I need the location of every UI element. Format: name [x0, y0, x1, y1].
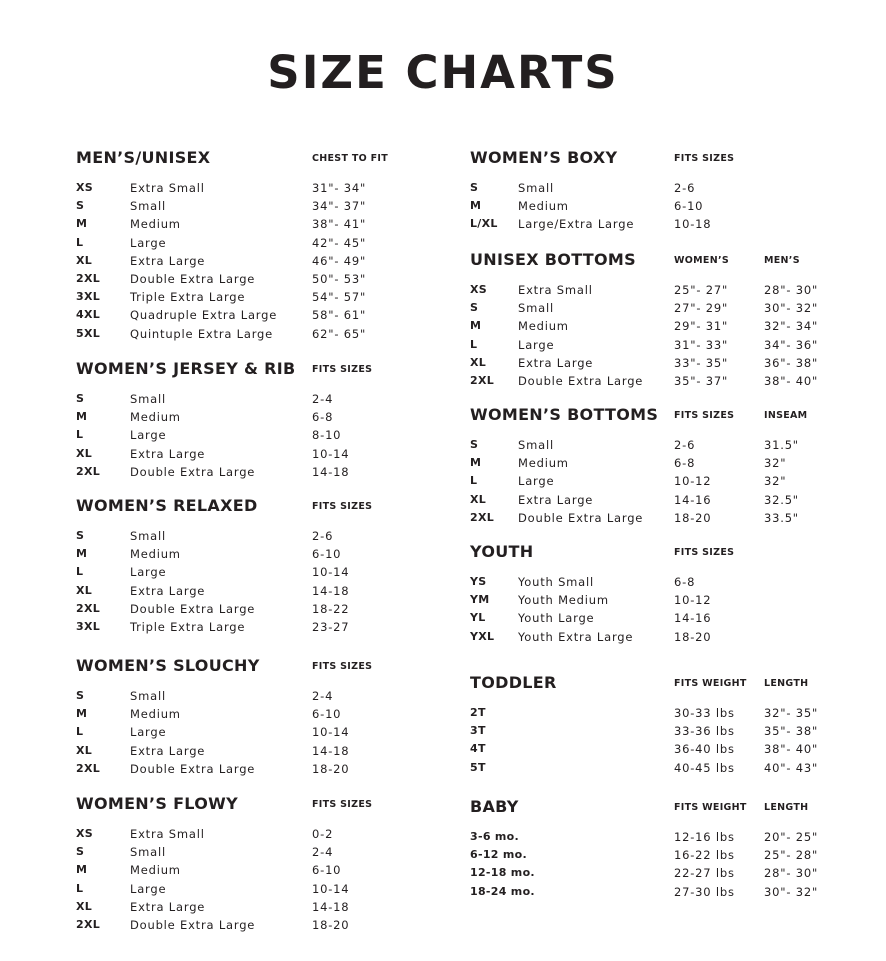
size-value: 25"- 28": [764, 848, 819, 863]
table-row: [76, 600, 476, 618]
size-value: 33.5": [764, 510, 799, 525]
size-code: M: [76, 863, 88, 877]
column-header: MEN’S: [764, 255, 800, 266]
chart-title: WOMEN’S BOXY: [470, 148, 618, 167]
table-row: [470, 609, 870, 627]
size-code: XL: [76, 253, 93, 267]
size-value: 31"- 33": [674, 337, 729, 352]
chart-rows: [76, 825, 476, 934]
size-name: Small: [130, 689, 166, 703]
table-row: [76, 445, 476, 463]
size-value: 10-14: [312, 881, 350, 896]
size-code: M: [470, 319, 482, 333]
chart-header: [76, 147, 476, 169]
size-name: Double Extra Large: [130, 601, 256, 616]
chart-rows: [470, 573, 870, 646]
size-code: S: [470, 438, 479, 451]
size-value: 32"- 34": [764, 319, 819, 334]
size-name: Medium: [130, 547, 181, 562]
size-code: M: [470, 456, 482, 470]
size-value: 18-20: [312, 761, 350, 776]
size-chart-women-s-flowy: [76, 793, 476, 934]
table-row: [76, 760, 476, 778]
size-value: 6-8: [312, 410, 334, 425]
size-code: S: [76, 199, 85, 213]
chart-header: [470, 796, 870, 818]
size-value: 20"- 25": [764, 830, 819, 844]
table-row: [470, 864, 870, 882]
size-value: 10-12: [674, 593, 712, 608]
size-name: Large: [130, 428, 167, 443]
column-header: FITS SIZES: [674, 153, 735, 164]
size-code: XS: [470, 283, 488, 296]
size-name: Medium: [518, 456, 569, 471]
table-row: [76, 916, 476, 934]
size-value: 18-22: [312, 601, 350, 616]
size-code: 3-6 mo.: [470, 830, 520, 843]
table-row: [76, 843, 476, 861]
column-header: FITS WEIGHT: [674, 678, 747, 689]
size-value: 28"- 30": [764, 866, 819, 881]
size-value: 25"- 27": [674, 283, 729, 297]
table-row: [76, 426, 476, 444]
chart-rows: [76, 527, 476, 636]
chart-header: [470, 404, 870, 426]
size-code: L: [470, 337, 478, 351]
column-header: CHEST TO FIT: [312, 153, 389, 164]
size-code: L: [76, 428, 84, 442]
chart-title: BABY: [470, 797, 519, 816]
chart-title: TODDLER: [470, 673, 557, 692]
size-name: Medium: [518, 319, 569, 334]
size-value: 46"- 49": [312, 253, 367, 268]
size-code: S: [76, 392, 85, 405]
size-value: 10-18: [674, 217, 712, 232]
size-name: Large: [130, 725, 167, 740]
size-chart-women-s-jersey-rib: [76, 358, 479, 481]
size-code: S: [76, 689, 85, 702]
chart-title: UNISEX BOTTOMS: [470, 250, 636, 269]
size-value: 32": [764, 456, 787, 471]
size-name: Medium: [130, 707, 181, 722]
size-value: 6-10: [312, 547, 342, 562]
size-value: 10-12: [674, 474, 712, 489]
size-name: Youth Medium: [518, 593, 609, 608]
size-value: 2-6: [674, 438, 696, 452]
table-row: [76, 215, 476, 233]
table-row: [470, 197, 870, 215]
table-row: [470, 509, 870, 527]
column-header: FITS SIZES: [674, 547, 735, 558]
size-code: L: [76, 881, 84, 895]
table-row: [76, 687, 476, 705]
size-value: 12-16 lbs: [674, 830, 735, 844]
size-value: 62"- 65": [312, 326, 367, 341]
size-value: 30"- 32": [764, 301, 819, 316]
size-name: Small: [518, 301, 554, 316]
chart-title: YOUTH: [470, 542, 534, 561]
table-row: [76, 270, 476, 288]
size-value: 36"- 38": [764, 355, 819, 370]
table-row: [76, 898, 476, 916]
size-code: 2XL: [76, 464, 101, 478]
size-code: 2XL: [76, 271, 101, 285]
size-value: 18-20: [674, 510, 712, 525]
size-code: 12-18 mo.: [470, 866, 535, 880]
size-name: Double Extra Large: [518, 373, 644, 388]
size-code: 2T: [470, 706, 486, 719]
table-row: [76, 723, 476, 741]
chart-rows: [76, 179, 479, 343]
size-code: XL: [76, 743, 93, 757]
column-header: FITS SIZES: [674, 410, 735, 421]
size-code: 2XL: [470, 373, 495, 387]
size-value: 2-6: [312, 529, 334, 543]
size-value: 16-22 lbs: [674, 848, 735, 863]
size-code: S: [76, 845, 85, 859]
size-name: Extra Large: [130, 253, 206, 268]
size-value: 58"- 61": [312, 308, 367, 323]
size-name: Large: [130, 881, 167, 896]
size-value: 10-14: [312, 725, 350, 740]
size-chart-youth: [470, 541, 870, 646]
size-value: 22-27 lbs: [674, 866, 735, 881]
size-name: Extra Large: [130, 583, 206, 598]
size-name: Youth Extra Large: [518, 629, 634, 644]
size-value: 8-10: [312, 428, 342, 443]
size-name: Large: [130, 565, 167, 580]
table-row: [470, 336, 870, 354]
size-name: Large: [518, 474, 555, 489]
page-title: SIZE CHARTS: [267, 46, 619, 99]
size-value: 14-18: [312, 464, 350, 479]
size-code: M: [470, 199, 482, 213]
chart-title: WOMEN’S RELAXED: [76, 496, 258, 515]
chart-title: WOMEN’S BOTTOMS: [470, 405, 659, 424]
table-row: [470, 215, 870, 233]
chart-rows: [470, 179, 870, 234]
size-name: Small: [130, 199, 166, 214]
size-name: Youth Large: [518, 611, 595, 626]
size-name: Double Extra Large: [130, 271, 256, 286]
size-value: 6-10: [312, 863, 342, 878]
size-chart-women-s-boxy: [470, 147, 870, 234]
size-value: 36-40 lbs: [674, 742, 735, 757]
size-name: Extra Large: [130, 446, 206, 461]
table-row: [76, 825, 476, 843]
size-value: 2-4: [312, 689, 334, 703]
size-value: 29"- 31": [674, 319, 729, 334]
table-row: [470, 722, 870, 740]
chart-header: [470, 672, 870, 694]
table-row: [470, 628, 870, 646]
table-row: [76, 861, 476, 879]
table-row: [76, 179, 479, 197]
table-row: [470, 299, 870, 317]
table-row: [76, 234, 476, 252]
size-value: 40-45 lbs: [674, 760, 735, 775]
size-code: YM: [470, 593, 490, 607]
table-row: [76, 325, 476, 343]
size-value: 14-18: [312, 583, 350, 598]
size-value: 38"- 40": [764, 742, 819, 757]
table-row: [76, 252, 476, 270]
size-code: S: [470, 301, 479, 315]
size-code: 18-24 mo.: [470, 884, 535, 898]
size-value: 30"- 32": [764, 884, 819, 899]
size-value: 32.5": [764, 492, 799, 507]
chart-rows: [470, 828, 870, 901]
table-row: [470, 179, 870, 197]
table-row: [470, 317, 870, 335]
size-code: XS: [76, 827, 94, 840]
size-code: L: [470, 474, 478, 488]
size-name: Double Extra Large: [130, 917, 256, 932]
column-header: FITS SIZES: [312, 799, 373, 810]
size-value: 10-14: [312, 565, 350, 580]
size-name: Double Extra Large: [518, 510, 644, 525]
size-code: 2XL: [76, 761, 101, 775]
chart-header: [470, 249, 870, 271]
size-value: 54"- 57": [312, 290, 367, 305]
size-name: Small: [130, 392, 166, 406]
table-row: [470, 436, 870, 454]
size-name: Small: [130, 529, 166, 543]
size-value: 34"- 36": [764, 337, 819, 352]
size-value: 27-30 lbs: [674, 884, 735, 899]
size-code: XL: [76, 899, 93, 913]
table-row: [470, 883, 870, 901]
column-header: LENGTH: [764, 678, 809, 689]
size-chart-baby: [470, 796, 870, 901]
size-name: Small: [518, 181, 554, 195]
size-name: Quintuple Extra Large: [130, 326, 274, 341]
size-code: XL: [76, 583, 93, 597]
table-row: [76, 306, 476, 324]
chart-header: [76, 495, 476, 517]
table-row: [470, 759, 870, 777]
table-row: [470, 828, 870, 846]
chart-header: [76, 358, 476, 380]
size-value: 14-18: [312, 743, 350, 758]
size-value: 34"- 37": [312, 199, 367, 214]
size-value: 33-36 lbs: [674, 724, 735, 739]
table-row: [76, 705, 476, 723]
size-code: M: [76, 410, 88, 424]
size-value: 33"- 35": [674, 355, 729, 370]
size-value: 0-2: [312, 827, 334, 841]
size-name: Medium: [130, 217, 181, 232]
size-code: 6-12 mo.: [470, 848, 527, 862]
size-code: 5XL: [76, 326, 101, 340]
size-name: Extra Large: [130, 743, 206, 758]
table-row: [470, 372, 870, 390]
size-code: YXL: [470, 629, 495, 643]
column-header: LENGTH: [764, 802, 809, 813]
column-header: FITS WEIGHT: [674, 802, 747, 813]
size-name: Extra Small: [130, 827, 205, 841]
column-header: FITS SIZES: [312, 501, 373, 512]
size-value: 18-20: [674, 629, 712, 644]
size-value: 30-33 lbs: [674, 706, 735, 720]
chart-header: [470, 541, 870, 563]
size-code: L: [76, 565, 84, 579]
size-value: 6-8: [674, 575, 696, 589]
chart-rows: [470, 436, 870, 527]
size-name: Small: [130, 845, 166, 860]
chart-rows: [76, 687, 476, 778]
size-name: Small: [518, 438, 554, 452]
size-code: 2XL: [470, 510, 495, 524]
table-row: [470, 281, 870, 299]
size-value: 32"- 35": [764, 706, 819, 720]
table-row: [470, 472, 870, 490]
size-code: 2XL: [76, 917, 101, 931]
table-row: [76, 742, 476, 760]
table-row: [76, 527, 476, 545]
size-value: 2-4: [312, 392, 334, 406]
table-row: [470, 846, 870, 864]
table-row: [76, 408, 476, 426]
table-row: [76, 545, 476, 563]
chart-rows: [470, 704, 870, 777]
chart-title: WOMEN’S FLOWY: [76, 794, 238, 813]
table-row: [470, 454, 870, 472]
table-row: [76, 463, 476, 481]
size-code: L: [76, 235, 84, 249]
size-name: Large/Extra Large: [518, 217, 635, 232]
table-row: [470, 491, 870, 509]
size-name: Large: [518, 337, 555, 352]
size-code: S: [470, 181, 479, 194]
size-name: Quadruple Extra Large: [130, 308, 278, 323]
table-row: [470, 573, 870, 591]
size-name: Medium: [518, 199, 569, 214]
size-code: S: [76, 529, 85, 542]
size-code: 3XL: [76, 619, 101, 633]
size-value: 38"- 41": [312, 217, 367, 232]
chart-title: WOMEN’S SLOUCHY: [76, 656, 260, 675]
size-value: 42"- 45": [312, 235, 367, 250]
size-code: YS: [470, 575, 487, 588]
size-name: Youth Small: [518, 575, 595, 589]
size-name: Extra Small: [518, 283, 593, 297]
size-name: Triple Extra Large: [130, 619, 246, 634]
size-value: 50"- 53": [312, 271, 367, 286]
size-chart-women-s-relaxed: [76, 495, 476, 636]
chart-title: MEN’S/UNISEX: [76, 148, 211, 167]
size-code: XL: [470, 492, 487, 506]
table-row: [76, 563, 476, 581]
size-code: 3T: [470, 724, 486, 738]
size-value: 2-4: [312, 845, 334, 860]
size-value: 6-10: [674, 199, 704, 214]
size-name: Extra Large: [130, 899, 206, 914]
size-chart-women-s-slouchy: [76, 655, 476, 778]
table-row: [470, 354, 870, 372]
size-value: 28"- 30": [764, 283, 819, 297]
size-code: XS: [76, 181, 94, 194]
chart-rows: [470, 281, 870, 390]
size-code: M: [76, 707, 88, 721]
size-name: Large: [130, 235, 167, 250]
column-header: FITS SIZES: [312, 661, 373, 672]
size-chart-men-s-unisex: [76, 147, 479, 343]
size-value: 35"- 37": [674, 373, 729, 388]
chart-rows: [76, 390, 479, 481]
chart-header: [470, 147, 870, 169]
column-header: FITS SIZES: [312, 364, 373, 375]
size-code: YL: [470, 611, 486, 625]
size-name: Extra Large: [518, 492, 594, 507]
column-header: WOMEN’S: [674, 255, 729, 266]
size-value: 35"- 38": [764, 724, 819, 739]
chart-header: [76, 793, 476, 815]
table-row: [76, 390, 476, 408]
size-code: L: [76, 725, 84, 739]
size-value: 27"- 29": [674, 301, 729, 316]
size-value: 14-16: [674, 492, 712, 507]
size-chart-toddler: [470, 672, 870, 777]
size-name: Double Extra Large: [130, 464, 256, 479]
table-row: [470, 704, 870, 722]
size-code: M: [76, 217, 88, 231]
chart-title: WOMEN’S JERSEY & RIB: [76, 359, 296, 378]
size-chart-women-s-bottoms: [470, 404, 870, 527]
table-row: [76, 880, 476, 898]
table-row: [76, 618, 476, 636]
size-name: Double Extra Large: [130, 761, 256, 776]
column-header: INSEAM: [764, 410, 808, 421]
size-value: 14-16: [674, 611, 712, 626]
size-name: Medium: [130, 863, 181, 878]
table-row: [76, 582, 476, 600]
size-code: L/XL: [470, 217, 498, 231]
table-row: [470, 740, 870, 758]
size-code: 4XL: [76, 308, 101, 322]
size-code: 5T: [470, 760, 486, 774]
chart-header: [76, 655, 476, 677]
size-code: 4T: [470, 742, 486, 756]
size-code: XL: [76, 446, 93, 460]
size-name: Extra Small: [130, 181, 205, 195]
size-value: 2-6: [674, 181, 696, 195]
size-value: 23-27: [312, 619, 350, 634]
size-value: 18-20: [312, 917, 350, 932]
size-code: M: [76, 547, 88, 561]
size-value: 6-8: [674, 456, 696, 471]
size-value: 38"- 40": [764, 373, 819, 388]
table-row: [76, 288, 476, 306]
size-value: 31.5": [764, 438, 799, 452]
size-chart-unisex-bottoms: [470, 249, 870, 390]
size-value: 40"- 43": [764, 760, 819, 775]
size-value: 32": [764, 474, 787, 489]
size-code: 2XL: [76, 601, 101, 615]
size-code: 3XL: [76, 290, 101, 304]
size-value: 6-10: [312, 707, 342, 722]
size-name: Extra Large: [518, 355, 594, 370]
size-name: Medium: [130, 410, 181, 425]
size-value: 10-14: [312, 446, 350, 461]
size-name: Triple Extra Large: [130, 290, 246, 305]
size-value: 31"- 34": [312, 181, 367, 195]
size-value: 14-18: [312, 899, 350, 914]
size-code: XL: [470, 355, 487, 369]
table-row: [76, 197, 476, 215]
table-row: [470, 591, 870, 609]
